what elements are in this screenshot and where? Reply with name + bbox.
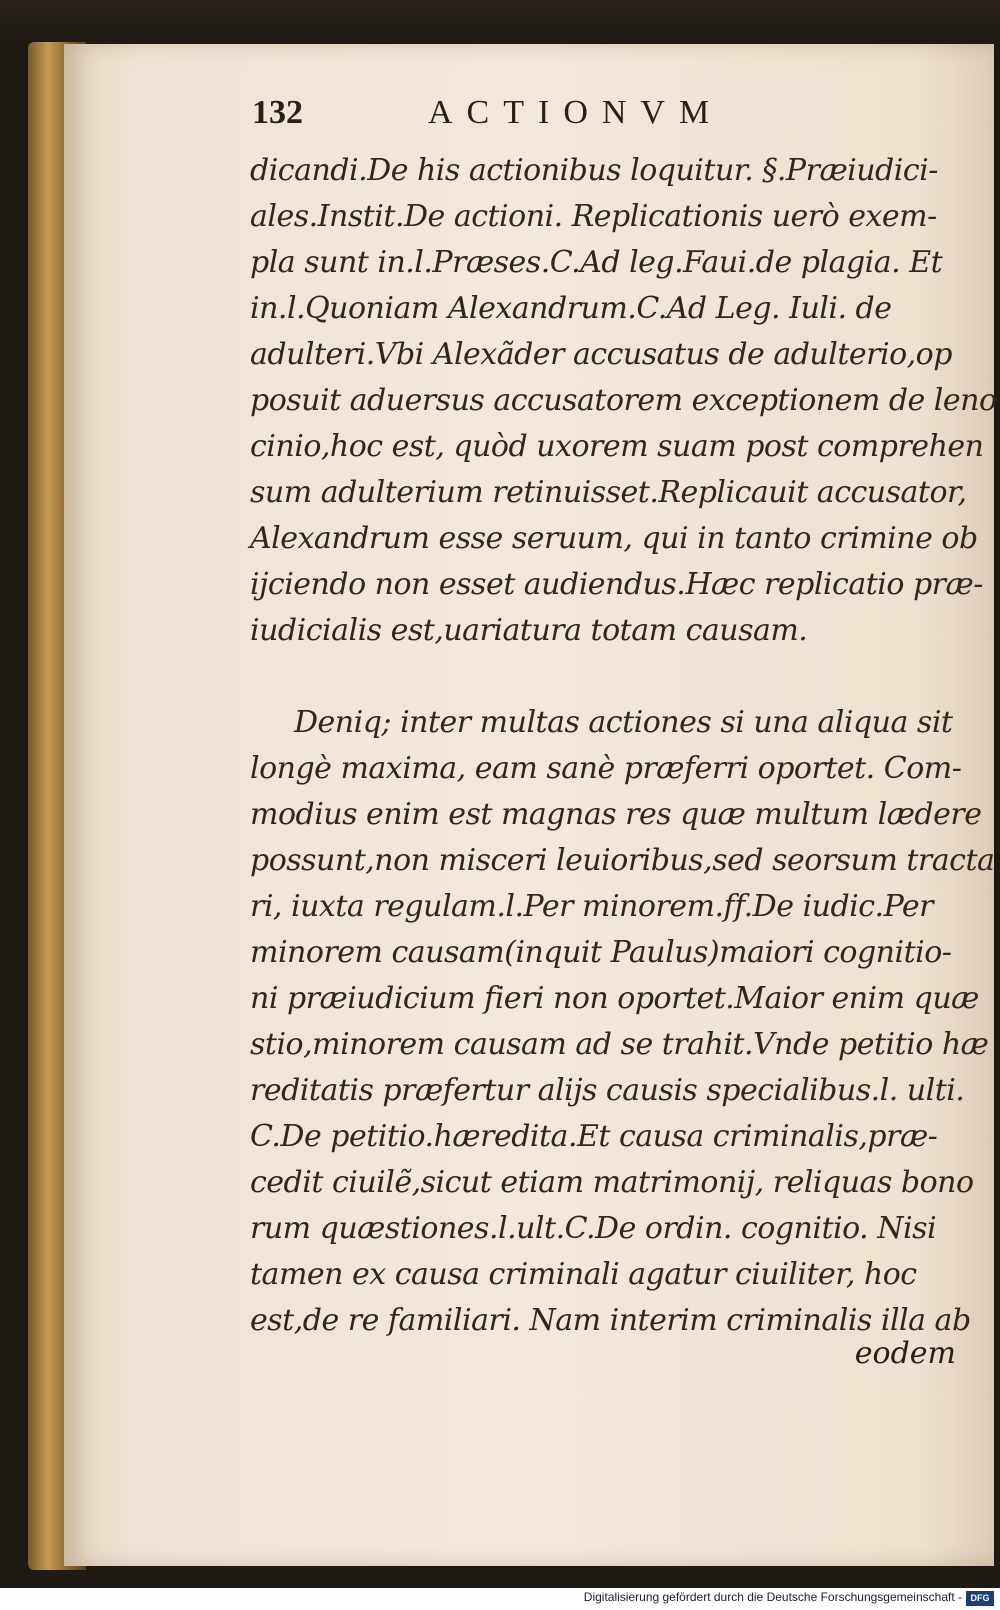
page-number: 132 bbox=[252, 94, 303, 131]
text-line: rum quæstiones.l.ult.C.De ordin. cognitio. Nisi bbox=[250, 1211, 937, 1246]
page-header bbox=[252, 94, 812, 140]
digitization-credit: Digitalisierung gefördert durch die Deutsche Forschungsgemeinschaft - bbox=[583, 1590, 962, 1604]
text-line: ijciendo non esset audiendus.Hæc replicatio præ- bbox=[250, 567, 983, 602]
text-line: cedit ciuilẽ,sicut etiam matrimonij, reliquas bono bbox=[250, 1165, 974, 1200]
text-line: Alexandrum esse seruum, qui in tanto crimine ob bbox=[250, 521, 978, 556]
text-line: possunt,non misceri leuioribus,sed seorsum tracta bbox=[250, 843, 995, 878]
footer-bar bbox=[0, 1588, 1000, 1610]
text-line: est,de re familiari. Nam interim criminalis illa ab bbox=[250, 1303, 971, 1338]
text-line: reditatis præfertur alijs causis specialibus.l. ulti. bbox=[250, 1073, 965, 1108]
text-line: adulteri.Vbi Alexãder accusatus de adulterio,op bbox=[250, 337, 952, 372]
catchword: eodem bbox=[854, 1336, 956, 1371]
text-line: stio,minorem causam ad se trahit.Vnde petitio hæ bbox=[250, 1027, 989, 1062]
paragraph-2 bbox=[250, 700, 995, 1344]
text-line: tamen ex causa criminali agatur ciuiliter, hoc bbox=[250, 1257, 917, 1292]
text-line: modius enim est magnas res quæ multum lædere bbox=[250, 797, 982, 832]
text-line: Deniq; inter multas actiones si una aliqua sit bbox=[294, 705, 953, 740]
text-line: iudicialis est,uariatura totam causam. bbox=[250, 613, 808, 648]
text-line: cinio,hoc est, quòd uxorem suam post comprehen bbox=[250, 429, 984, 464]
paragraph-1 bbox=[250, 148, 997, 654]
text-line: longè maxima, eam sanè præferri oportet. Com- bbox=[250, 751, 962, 786]
text-line: pla sunt in.l.Præses.C.Ad leg.Faui.de plagia. Et bbox=[250, 245, 943, 280]
running-head: ACTIONVM bbox=[428, 94, 724, 131]
text-line: C.De petitio.hæredita.Et causa criminalis,præ- bbox=[250, 1119, 938, 1154]
text-line: ni præiudicium fieri non oportet.Maior enim quæ bbox=[250, 981, 979, 1016]
dfg-logo: DFG bbox=[966, 1591, 994, 1606]
text-line: posuit aduersus accusatorem exceptionem de leno bbox=[250, 383, 997, 418]
text-line: dicandi.De his actionibus loquitur. §.Præiudici- bbox=[250, 153, 938, 188]
text-line: minorem causam(inquit Paulus)maiori cognitio- bbox=[250, 935, 952, 970]
text-line: in.l.Quoniam Alexandrum.C.Ad Leg. Iuli. de bbox=[250, 291, 892, 326]
text-line: sum adulterium retinuisset.Replicauit accusator, bbox=[250, 475, 967, 510]
text-line: ri, iuxta regulam.l.Per minorem.ff.De iudic.Per bbox=[250, 889, 934, 924]
text-line: ales.Instit.De actioni. Replicationis uerò exem- bbox=[250, 199, 937, 234]
